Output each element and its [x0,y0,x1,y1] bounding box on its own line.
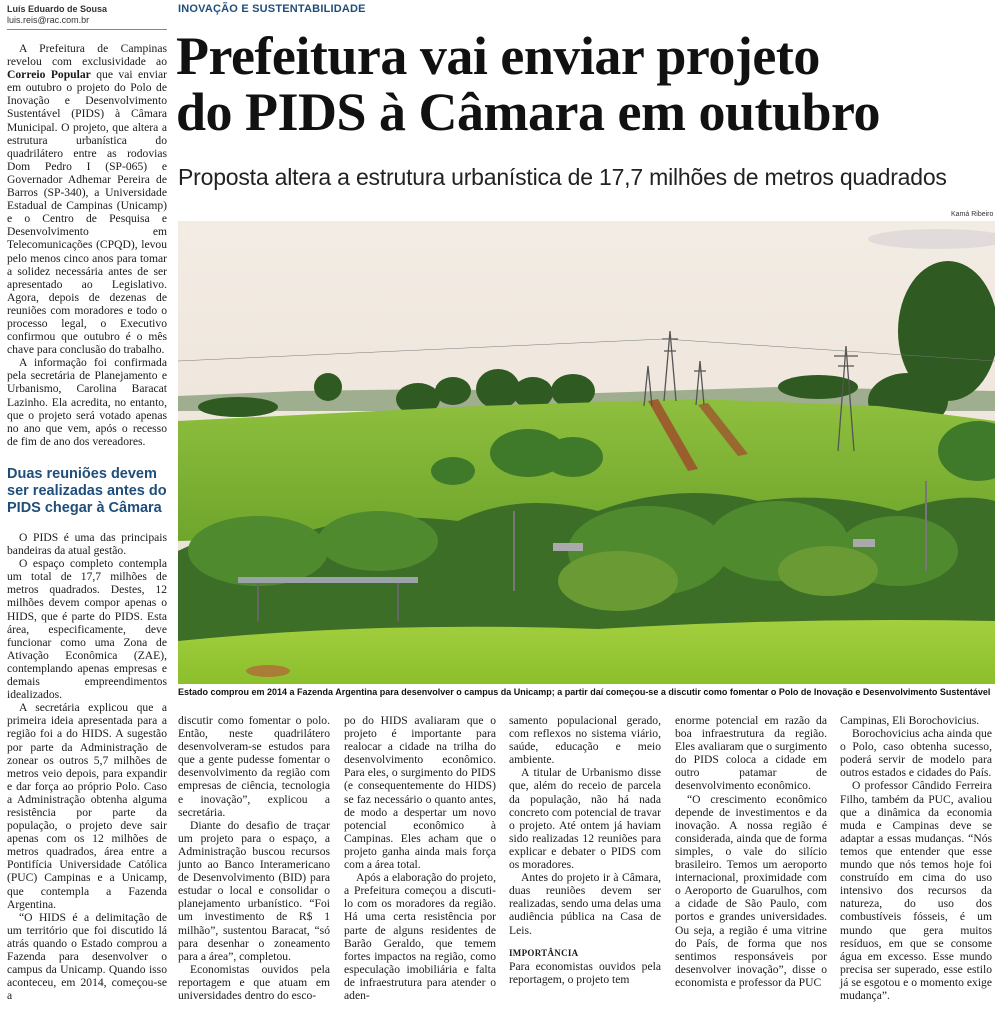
body-paragraph: Diante do desafio de traçar um projeto para o espaço, a Administração buscou recursos junto ao Banco Interamericano de Desenvolvimento (BID) para estudar o local e consolidar o planejamento urbanístico. “Foi um investimento de R$ 1 milhão”, sustentou Baracat, “só para desenhar o zoneamento para a área”, completou. [178,818,330,963]
body-paragraph: discutir como fomentar o polo. Então, neste quadrilátero desenvolveram-se estudos para que a gente pudesse fomentar o desenvolvimento da região com empresas de ciência, tecnologia e inovação”, explicou a secretária. [178,714,330,819]
body-paragraph: Borochovicius acha ainda que o Polo, caso obtenha sucesso, poderá servir de modelo para outros estados e cidades do País. [840,727,992,780]
author-name: Luís Eduardo de Sousa [7,4,108,14]
body-paragraph: enorme potencial em razão da boa infraestrutura da região. Eles avaliaram que o surgimento do PIDS coloca a cidade em outro patamar de desenvolvimento econômico. [675,714,827,793]
author-email[interactable]: luis.reis@rac.com.br [7,15,90,25]
body-column-1 [178,714,330,1002]
body-column-3 [509,714,661,986]
section-minihead: IMPORTÂNCIA [509,947,579,958]
body-column-5 [840,714,992,1002]
lead-paragraph-1 [7,42,167,356]
landscape-photo [178,221,995,684]
body-paragraph: “O HIDS é a delimitação de um território que foi discutido lá atrás quando o Estado comprou a Fazenda para desenvolver o campus da Unicamp. Quando isso aconteceu, em 2014, começou-se a [7,910,167,1003]
body-paragraph: Campinas, Eli Borochovicius. [840,714,980,727]
body-column-4 [675,714,827,989]
body-paragraph: Antes do projeto ir à Câmara, duas reuniões devem ser realizadas, sendo uma delas uma audiência pública na Casa de Leis. [509,871,661,937]
photo-caption: Estado comprou em 2014 a Fazenda Argentina para desenvolver o campus da Unicamp; a partir daí começou-se a discutir como fomentar o Polo de Inovação e Desenvolvimento Sustentável [178,687,991,697]
body-column-2 [344,714,496,1002]
body-paragraph: O PIDS é uma das principais bandeiras da atual gestão. [7,531,167,558]
body-paragraph: “O crescimento econômico depende de investimentos e da inovação. A nossa região é considerada, ainda que de forma simples, o vale do silício brasileiro. Temos um aeroporto internacional, proximidade com o Aeroporto de Guarulhos, com a cidade de São Paulo, com portos e grandes universidades. Ou seja, a região é uma vitrine do País, de forma que nos sentimos responsáveis por desenvolver inovação”, disse o economista e professor da PUC [675,792,827,989]
byline [7,4,167,30]
body-paragraph: Para economistas ouvidos pela reportagem, o projeto tem [509,959,661,986]
body-paragraph: O espaço completo contempla um total de 17,7 milhões de metros quadrados. Destes, 12 milhões devem compor apenas o HIDS, que é parte do PIDS. Esta área, especificamente, deve funcionar como uma Zona de Ativação Econômica (ZAE), contemplando apenas empresas e demais empreendimentos idealizados. [7,557,167,702]
body-paragraph: A titular de Urbanismo disse que, além do receio de parcela da população, não há nada concreto com potencial de travar o projeto. Até ontem já haviam sido realizadas 12 reuniões para explicar e debater o PIDS com os moradores. [509,766,661,872]
lead-text-start: A Prefeitura de Campinas revelou com exclusividade ao [7,42,167,69]
lead-text-rest: que vai enviar em outubro o projeto do Polo de Inovação e Desenvolvimento Sustentável (PIDS) à Câmara Municipal. O projeto, que altera a estrutura urbanística do quadrilátero entre as rodovias Dom Pedro I (SP-065) e Governador Adhemar Pereira de Barros (SP-340), a Universidade Estadual de Campinas (Unicamp) e o Centro de Pesquisa e Desenvolvimento em Telecomunicações (CPQD), levou pelo menos cinco anos para tomar a solidez necessária antes de ser apresentado ao Legislativo. Agora, depois de dezenas de reuniões com moradores e todo o processo legal, o Executivo confirmou que outubro é o mês chave para conclusão do trabalho. [7,68,167,357]
headline [176,28,996,140]
deck-subtitle: Proposta altera a estrutura urbanística de 17,7 milhões de metros quadrados [178,164,947,190]
newspaper-name: Correio Popular [7,68,91,82]
body-paragraph: O professor Cândido Ferreira Filho, também da PUC, avaliou que a dinâmica da economia muda e Campinas deve se adaptar a essas mudanças. “Nós temos que entender que esse mundo que nós temos hoje foi construído em cima do uso intensivo dos recursos da natureza, do uso dos combustíveis fósseis, é um mundo que gera muitos resíduos, em que se consome água em excesso. Esse mundo precisa ser superado, esse estilo já se esgotou e o momento exige mudança”. [840,779,992,1002]
lead-column [7,42,167,448]
left-body-column [7,531,167,1002]
body-paragraph: Após a elaboração do projeto, a Prefeitura começou a discuti-lo com os moradores da região. Há uma certa resistência por parte de alguns residentes de Barão Geraldo, que temem fortes impactos na região, como especulação imobiliária e falta de infraestrutura para atender o aden- [344,871,496,1002]
lead-paragraph-2: A informação foi confirmada pela secretária de Planejamento e Urbanismo, Carolina Baracat Lazinho. Ela acredita, no entanto, que o projeto será votado apenas no ano que vem, após o recesso de fim de ano dos vereadores. [7,356,167,448]
section-label: INOVAÇÃO E SUSTENTABILIDADE [178,3,366,15]
byline-rule [7,29,167,30]
subheadline: Duas reuniões devem ser realizadas antes do PIDS chegar à Câmara [7,466,167,516]
body-paragraph: A secretária explicou que a primeira ideia apresentada para a região foi a do HIDS. A sugestão por parte da Administração de zonear os outros 5,7 milhões de metros veio depois, para expandir e dar força ao próprio Polo. Caso a Administração obtenha alguma resistência por parte da população, o projeto deve sair apenas com os 12 milhões de metros quadrados, área entre a Pontifícia Universidade Católica (PUC) Campinas e a Unicamp, que contempla a Fazenda Argentina. [7,701,167,911]
headline-line-1: Prefeitura vai enviar projeto [176,26,820,86]
photo-credit: Kamá Ribeiro [951,211,994,218]
body-paragraph: Economistas ouvidos pela reportagem e que atuam em universidades dentro do esco- [178,962,330,1002]
body-paragraph: po do HIDS avaliaram que o projeto é importante para realocar a cidade na trilha do desenvolvimento econômico. Para eles, o surgimento do PIDS (e consequentemente do HIDS) se faz necessário o quanto antes, de modo a despertar um novo potencial econômico à Campinas. Eles acham que o projeto ganha ainda mais força com a área total. [344,714,496,872]
body-paragraph: samento populacional gerado, com reflexos no sistema viário, saúde, educação e meio ambiente. [509,714,661,767]
headline-line-2: do PIDS à Câmara em outubro [176,82,881,142]
